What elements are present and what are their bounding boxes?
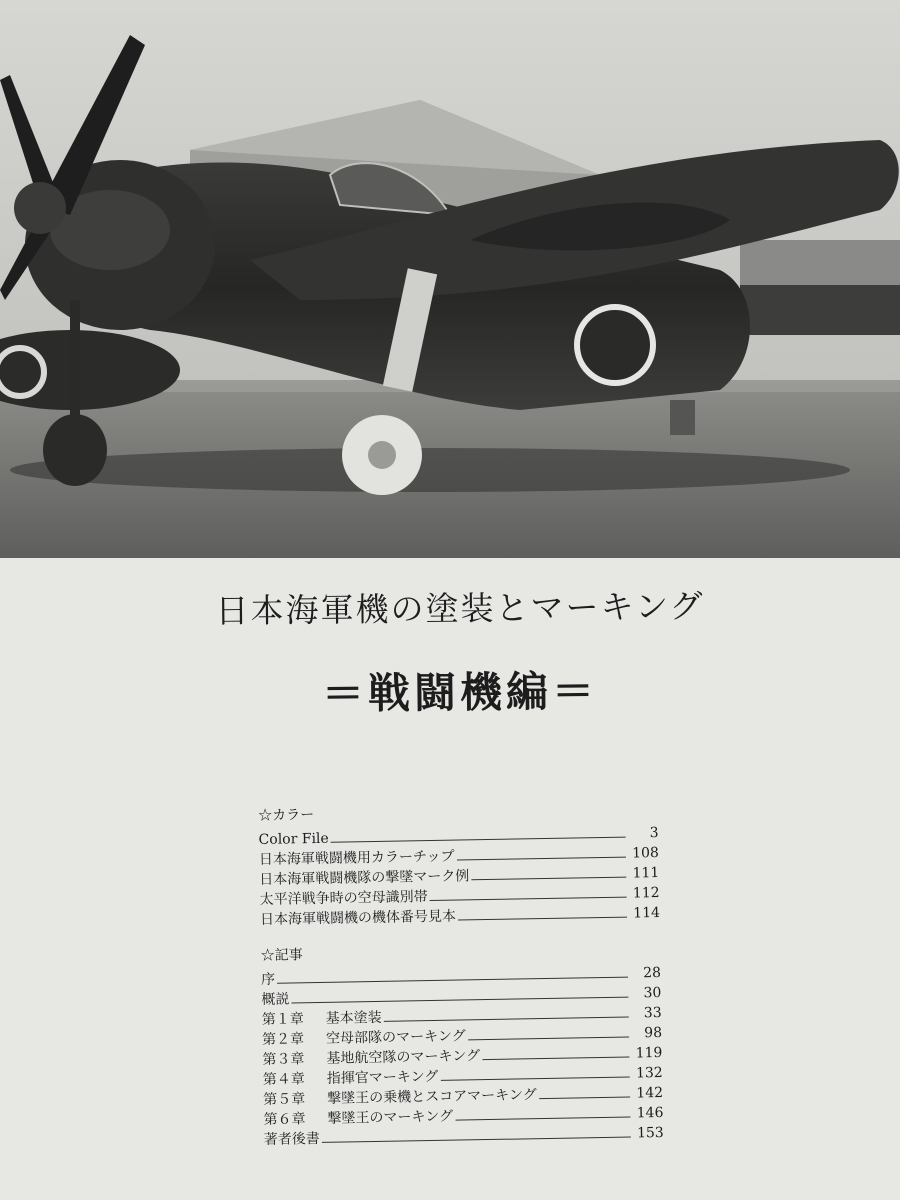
page-number: 132 [635, 1064, 663, 1082]
page-number: 30 [643, 984, 662, 1002]
section-heading: ☆カラー [258, 807, 315, 824]
page-number: 33 [643, 1004, 662, 1022]
page-subtitle: ＝戦闘機編＝ [321, 666, 599, 719]
page-number: 3 [649, 825, 659, 842]
chapter-number: 第４章 [262, 1071, 305, 1088]
page-number: 28 [643, 964, 662, 982]
leader-line [457, 857, 626, 861]
leader-line [440, 1077, 629, 1081]
entry-title: 序 [260, 971, 276, 988]
chapter-number: 第３章 [262, 1051, 305, 1068]
page-number: 142 [636, 1084, 664, 1102]
toc-section-articles [260, 938, 663, 1149]
entry-title: 空母部隊のマーキング [325, 1028, 466, 1047]
entry-label: Color File [258, 830, 329, 848]
chapter-number: 第６章 [263, 1111, 306, 1128]
leader-line [471, 877, 626, 881]
entry-label [263, 1068, 439, 1089]
aircraft-photo [0, 0, 900, 558]
entry-label [262, 1009, 382, 1029]
page-number: 153 [636, 1124, 664, 1142]
entry-label [263, 1108, 453, 1129]
entry-label: 日本海軍戦闘機用カラーチップ [258, 848, 455, 868]
leader-line [322, 1137, 631, 1143]
page-number: 98 [644, 1024, 663, 1042]
leader-line [482, 1057, 629, 1061]
entry-label: 太平洋戦争時の空母識別帯 [259, 889, 428, 908]
chapter-number: 第２章 [261, 1031, 305, 1048]
fighter-aircraft-photo-icon [0, 0, 900, 558]
entry-label [261, 990, 289, 1008]
entry-label: 日本海軍戦闘機の機体番号見本 [259, 908, 457, 928]
entry-label [262, 1027, 466, 1049]
chapter-number: 第１章 [261, 1011, 304, 1028]
leader-line [331, 837, 626, 843]
entry-label [264, 1130, 320, 1149]
entry-title: 撃墜王の乗機とスコアマーキング [326, 1087, 537, 1107]
leader-line [539, 1097, 630, 1100]
toc-section-color [258, 798, 660, 929]
leader-line [468, 1037, 629, 1041]
leader-line [458, 917, 627, 921]
chapter-number: 第５章 [263, 1091, 306, 1108]
page-number: 111 [632, 865, 660, 882]
page-title: 日本海軍機の塗装とマーキング [215, 586, 705, 631]
leader-line [291, 997, 628, 1004]
entry-title: 基本塗装 [325, 1009, 382, 1027]
entry-title: 指揮官マーキング [326, 1068, 439, 1087]
leader-line [384, 1017, 629, 1022]
entry-label [261, 971, 275, 989]
leader-line [455, 1117, 630, 1121]
entry-title: 撃墜王のマーキング [327, 1108, 454, 1127]
table-of-contents [258, 798, 664, 1165]
leader-line [430, 897, 627, 901]
entry-title: 基地航空隊のマーキング [326, 1048, 481, 1067]
section-heading: ☆記事 [260, 947, 303, 964]
page-number: 146 [636, 1104, 664, 1122]
page-number: 119 [635, 1044, 663, 1062]
entry-title: 著者後書 [263, 1130, 320, 1148]
page-number: 108 [632, 845, 660, 862]
page-number: 114 [633, 905, 661, 922]
page-number: 112 [632, 885, 660, 902]
entry-label [262, 1047, 480, 1069]
entry-title: 概説 [261, 991, 290, 1008]
entry-label: 日本海軍戦闘機隊の撃墜マーク例 [259, 868, 470, 888]
